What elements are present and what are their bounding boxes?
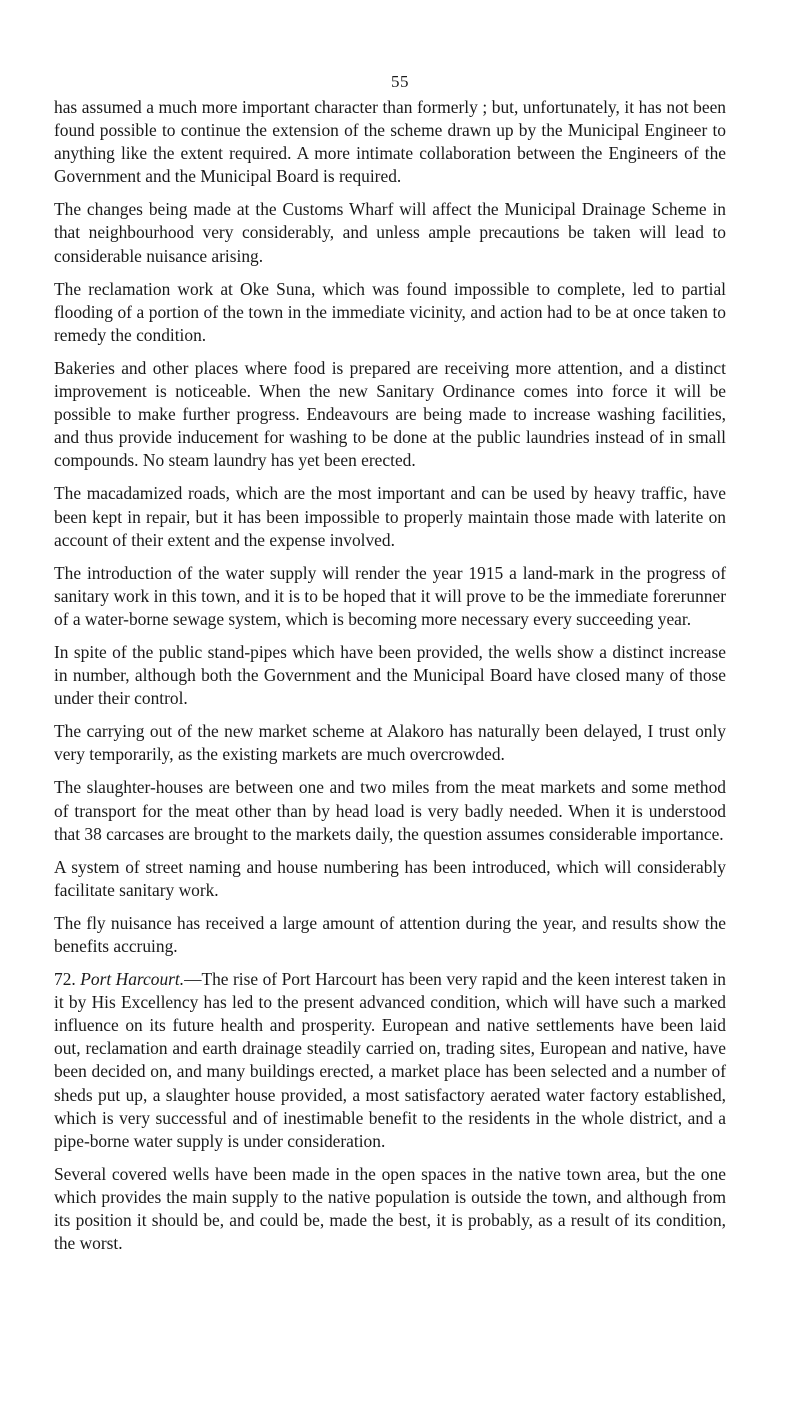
paragraph-fly-nuisance: The fly nuisance has received a large amount of attention during the year, and results show the benefits accruing. — [54, 912, 726, 956]
paragraph-slaughter-houses: The slaughter-houses are between one and two miles from the meat markets and some method of transport for the meat other than by head load is very badly needed. When it is understood that 38 carcases are brought to the markets daily, the question assumes considerable importance. — [54, 777, 726, 844]
paragraph-covered-wells: Several covered wells have been made in the open spaces in the native town area, but the one which provides the main supply to the native population is outside the town, and although from its position it should be, and could be, made the best, it is probably, as a result of its condition, the worst. — [54, 1163, 726, 1254]
section-title: Port Harcourt. — [80, 969, 185, 990]
section-text: —The rise of Port Harcourt has been very rapid and the keen interest taken in it by His Excellency has led to the present advanced condition, which will have such a marked influence on its future health and prosperity. European and native settlements have been laid out, reclamation and earth drainage steadily carried on, trading sites, European and native, have been decided on, and many buildings erected, a market place has been selected and a number of sheds put up, a slaughter house provided, a most satisfactory aerated water factory established, which is very successful and of inestimable benefit to the residents in the whole district, and a pipe-borne water supply is under consideration. — [54, 969, 726, 1151]
paragraph-street-naming: A system of street naming and house numbering has been introduced, which will considerably facilitate sanitary work. — [54, 856, 726, 900]
page-number: 55 — [391, 72, 409, 91]
body-text — [54, 96, 726, 1255]
paragraph-stand-pipes: In spite of the public stand-pipes which have been provided, the wells show a distinct increase in number, although both the Government and the Municipal Board have closed many of those under their control. — [54, 641, 726, 709]
section-port-harcourt — [54, 968, 726, 1153]
section-number: 72. — [54, 969, 76, 990]
paragraph-market-scheme: The carrying out of the new market scheme at Alakoro has naturally been delayed, I trust only very temporarily, as the existing markets are much overcrowded. — [54, 721, 726, 765]
paragraph-macadamized-roads: The macadamized roads, which are the most important and can be used by heavy traffic, have been kept in repair, but it has been impossible to properly maintain those made with laterite on account of their extent and the expense involved. — [54, 483, 726, 550]
paragraph-oke-suna-reclamation: The reclamation work at Oke Suna, which was found impossible to complete, led to partial flooding of a portion of the town in the immediate vicinity, and action had to be at once taken to remedy the condition. — [54, 278, 726, 345]
paragraph-customs-wharf: The changes being made at the Customs Wharf will affect the Municipal Drainage Scheme in that neighbourhood very considerably, and unless ample precautions be taken will lead to considerable nuisance arising. — [54, 199, 726, 266]
paragraph-water-supply: The introduction of the water supply will render the year 1915 a land-mark in the progress of sanitary work in this town, and it is to be hoped that it will prove to be the immediate forerunner of a water-borne sewage system, which is becoming more necessary every succeeding year. — [54, 562, 726, 629]
paragraph-drainage-extension: has assumed a much more important character than formerly ; but, unfortunately, it has not been found possible to continue the extension of the scheme drawn up by the Municipal Engineer to anything like the extent required. A more intimate collaboration between the Engineers of the Government and the Municipal Board is required. — [54, 97, 726, 187]
paragraph-bakeries: Bakeries and other places where food is prepared are receiving more attention, and a distinct improvement is noticeable. When the new Sanitary Ordinance comes into force it will be possible to make further progress. Endeavours are being made to increase washing facilities, and thus provide inducement for washing to be done at the public laundries instead of in small compounds. No steam laundry has yet been erected. — [54, 357, 726, 471]
